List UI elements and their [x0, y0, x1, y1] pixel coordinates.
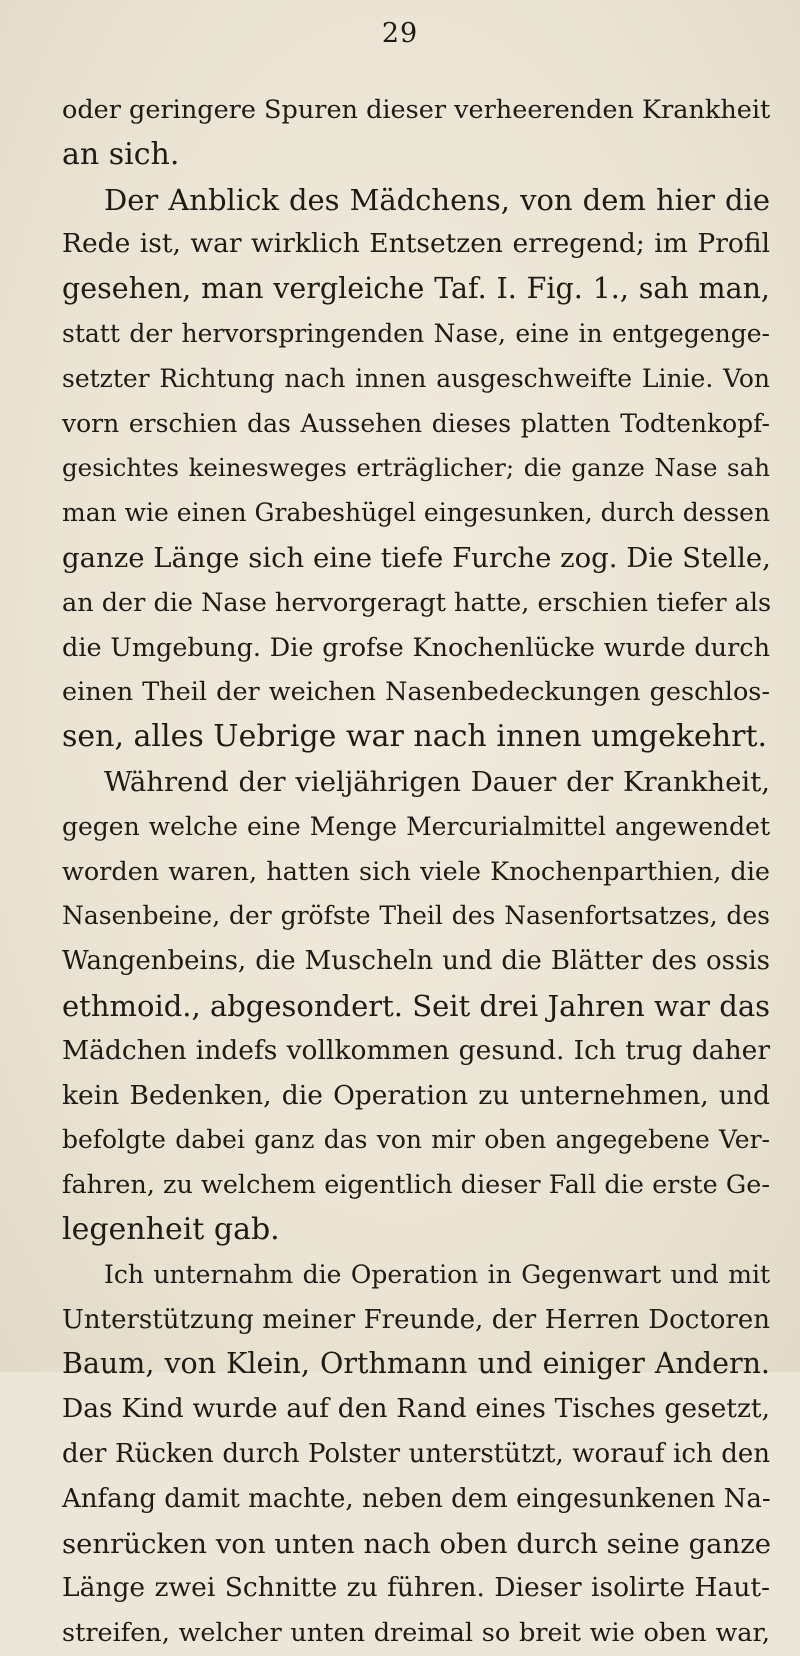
text-line: oder geringere Spuren dieser verheerenden Krankheit [62, 95, 771, 125]
text-line: Länge zwei Schnitte zu führen. Dieser isolirte Haut- [62, 1572, 770, 1604]
text-line: statt der hervorspringenden Nase, eine in entgegenge- [62, 318, 770, 348]
text-line: vorn erschien das Aussehen dieses platten Todtenkopf- [62, 408, 770, 438]
text-line: Nasenbeine, der gröfste Theil des Nasenfortsatzes, des [62, 901, 770, 931]
body-text [62, 88, 770, 1656]
text-line: ganze Länge sich eine tiefe Furche zog. Die Stelle, [62, 541, 771, 574]
page-number: 29 [381, 18, 419, 49]
text-line: senrücken von unten nach oben durch seine ganze [62, 1527, 772, 1560]
text-line: Wangenbeins, die Muscheln und die Blätter des ossis [62, 946, 770, 977]
text-line: Rede ist, war wirklich Entsetzen erregend; im Profil [62, 228, 770, 260]
text-line: worden waren, hatten sich viele Knochenparthien, die [62, 856, 770, 887]
text-line: streifen, welcher unten dreimal so breit wie oben war, [62, 1618, 770, 1649]
text-line: Mädchen indefs vollkommen gesund. Ich trug daher [62, 1034, 770, 1066]
text-line: Das Kind wurde auf den Rand eines Tisches gesetzt, [62, 1393, 770, 1425]
text-line: der Rücken durch Polster unterstützt, worauf ich den [62, 1438, 770, 1469]
text-line: befolgte dabei ganz das von mir oben angegebene Ver- [62, 1125, 770, 1155]
text-line: Der Anblick des Mädchens, von dem hier die [104, 182, 770, 217]
text-line: legenheit gab. [62, 1211, 280, 1247]
text-line: gegen welche eine Menge Mercurialmittel angewendet [62, 811, 770, 841]
text-line: gesehen, man vergleiche Taf. I. Fig. 1., sah man, [62, 272, 770, 306]
text-line: sen, alles Uebrige war nach innen umgekehrt. [62, 719, 768, 755]
text-line: kein Bedenken, die Operation zu unternehmen, und [62, 1079, 770, 1111]
text-line: man wie einen Grabeshügel eingesunken, durch dessen [62, 498, 771, 528]
text-line: einen Theil der weichen Nasenbedeckungen geschlos- [62, 677, 770, 708]
text-line: Ich unternahm die Operation in Gegenwart und mit [104, 1259, 770, 1289]
text-line: Anfang damit machte, neben dem eingesunkenen Na- [62, 1483, 771, 1514]
text-line: an sich. [62, 136, 180, 172]
text-line: ethmoid., abgesondert. Seit drei Jahren war das [62, 988, 770, 1023]
text-line: Unterstützung meiner Freunde, der Herren Doctoren [62, 1304, 770, 1335]
text-line: gesichtes keinesweges erträglicher; die ganze Nase sah [62, 453, 770, 483]
text-line: Baum, von Klein, Orthmann und einiger Andern. [62, 1347, 770, 1381]
text-line: setzter Richtung nach innen ausgeschweifte Linie. Von [62, 363, 770, 393]
text-line: die Umgebung. Die grofse Knochenlücke wurde durch [62, 632, 770, 663]
text-line: Während der vieljährigen Dauer der Krankheit, [104, 765, 770, 798]
text-line: an der die Nase hervorgeragt hatte, erschien tiefer als [62, 587, 772, 618]
text-line: fahren, zu welchem eigentlich dieser Fall die erste Ge- [62, 1170, 770, 1201]
